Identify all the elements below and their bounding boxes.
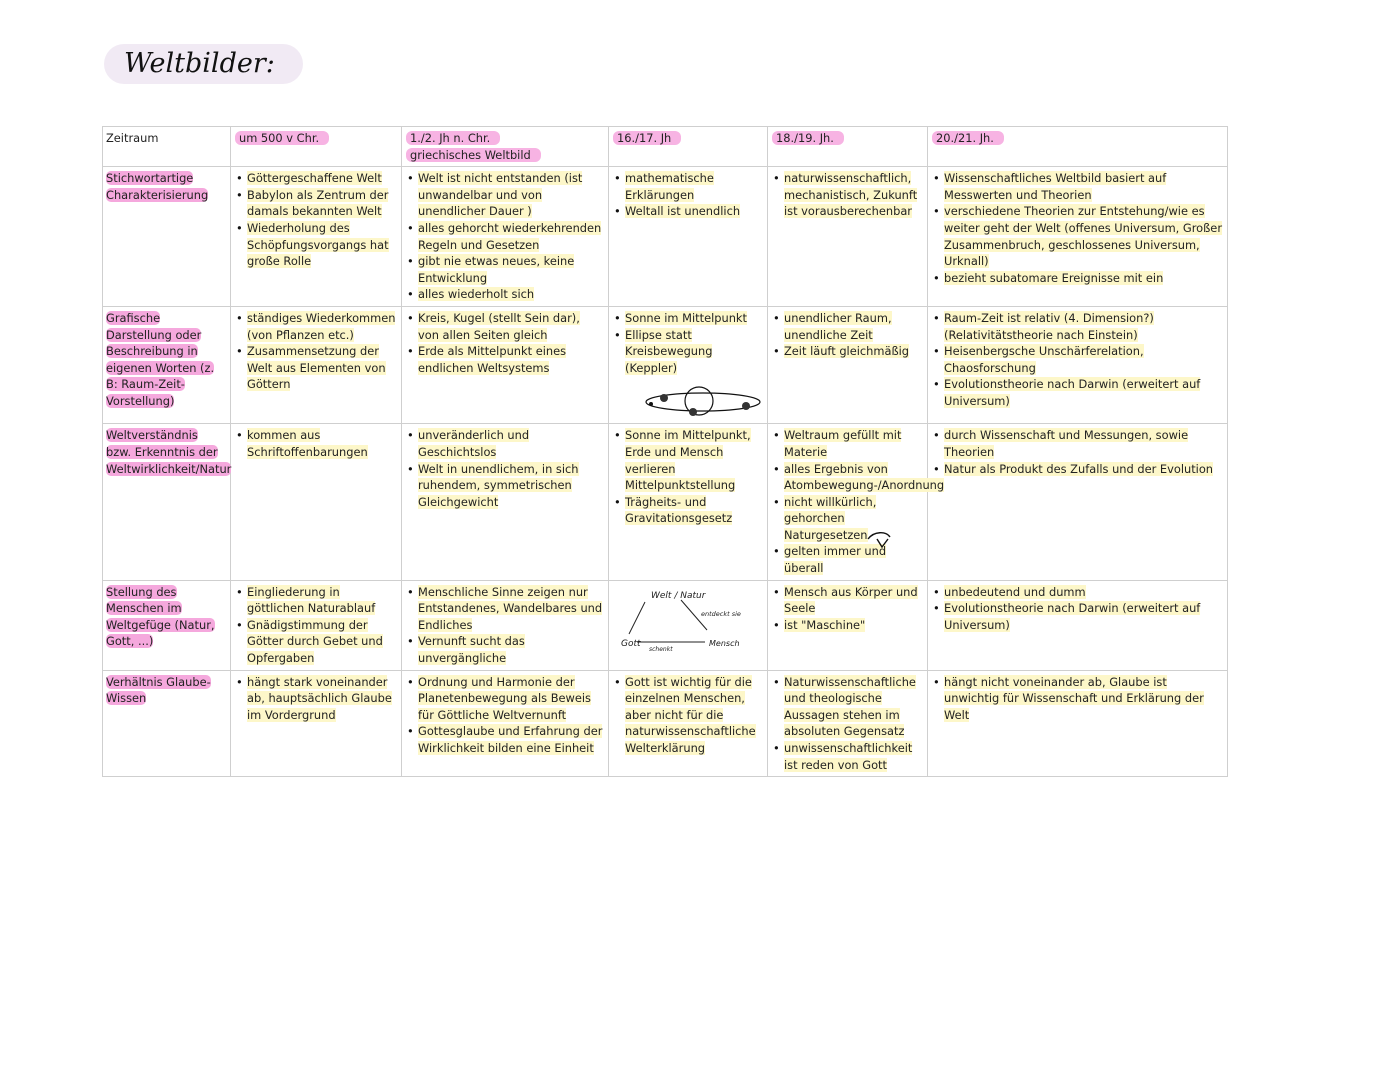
header-label-cell	[103, 127, 231, 167]
table-row	[103, 167, 1228, 307]
sketch-below-label: schenkt	[649, 645, 673, 653]
list-item: • Zusammensetzung der Welt aus Elementen von Göttern	[247, 343, 397, 393]
period-header	[402, 127, 609, 167]
god-world-human-sketch-icon	[615, 586, 765, 652]
list-item: • Gnädigstimmung der Götter durch Gebet und Opfergaben	[247, 617, 397, 667]
table-row	[103, 306, 1228, 423]
list-item: • Trägheits- und Gravitationsgesetz	[625, 494, 763, 527]
page-title: Weltbilder:	[104, 44, 303, 84]
list-item: • Zeit läuft gleichmäßig	[784, 343, 923, 360]
row-label-cell	[103, 424, 231, 580]
list-item: • unbedeutend und dumm	[944, 584, 1223, 601]
row-label-cell	[103, 167, 231, 307]
row-label: Weltverständnis bzw. Erkenntnis der Weltwirklichkeit/Natur	[106, 428, 232, 476]
list-item: • Babylon als Zentrum der damals bekannten Welt	[247, 187, 397, 220]
table-cell	[609, 580, 768, 670]
table-cell	[402, 424, 609, 580]
list-item: • alles Ergebnis von Atombewegung-/Anordnung	[784, 461, 923, 494]
table-cell	[928, 167, 1228, 307]
list-item: • ist "Maschine"	[784, 617, 923, 634]
list-item: • Evolutionstheorie nach Darwin (erweitert auf Universum)	[944, 600, 1223, 633]
list-item: • gelten immer und überall	[784, 543, 923, 576]
period-label: um 500 v Chr.	[235, 131, 329, 145]
table-cell	[231, 670, 402, 777]
table-cell	[768, 670, 928, 777]
list-item: • Ellipse statt Kreisbewegung (Keppler)	[625, 327, 763, 377]
row-label-cell	[103, 580, 231, 670]
table-row	[103, 424, 1228, 580]
list-item: • unendlicher Raum, unendliche Zeit	[784, 310, 923, 343]
list-item: • alles wiederholt sich	[418, 286, 604, 303]
row-label-cell	[103, 670, 231, 777]
table-row	[103, 670, 1228, 777]
period-header	[768, 127, 928, 167]
list-item: • naturwissenschaftlich, mechanistisch, Zukunft ist vorausberechenbar	[784, 170, 923, 220]
list-item: • Gottesglaube und Erfahrung der Wirklichkeit bilden eine Einheit	[418, 723, 604, 756]
period-header	[609, 127, 768, 167]
sketch-left-label: Gott	[621, 638, 641, 649]
list-item: • kommen aus Schriftoffenbarungen	[247, 427, 397, 460]
list-item: • Erde als Mittelpunkt eines endlichen Weltsystems	[418, 343, 604, 376]
row-label-cell	[103, 306, 231, 423]
list-item: • alles gehorcht wiederkehrenden Regeln und Gesetzen	[418, 220, 604, 253]
period-label: 20./21. Jh.	[932, 131, 1004, 145]
list-item: • Welt ist nicht entstanden (ist unwandelbar und von unendlicher Dauer )	[418, 170, 604, 220]
list-item: • Wiederholung des Schöpfungsvorgangs hat große Rolle	[247, 220, 397, 270]
table-cell	[402, 580, 609, 670]
period-header	[928, 127, 1228, 167]
solar-system-sketch-icon	[643, 384, 763, 420]
table-cell	[768, 167, 928, 307]
list-item: • verschiedene Theorien zur Entstehung/wie es weiter geht der Welt (offenes Universum, Großer Zusammenbruch, geschlossenes Universum, Urknall)	[944, 203, 1223, 269]
list-item: • Eingliederung in göttlichen Naturablauf	[247, 584, 397, 617]
period-header	[231, 127, 402, 167]
list-item: • Welt in unendlichem, in sich ruhendem, symmetrischen Gleichgewicht	[418, 461, 604, 511]
period-label: 16./17. Jh	[613, 131, 681, 145]
table-cell	[928, 670, 1228, 777]
table-cell	[402, 167, 609, 307]
header-row	[103, 127, 1228, 167]
list-item: • mathematische Erklärungen	[625, 170, 763, 203]
list-item: • Sonne im Mittelpunkt	[625, 310, 763, 327]
table-cell	[402, 670, 609, 777]
table-cell	[768, 306, 928, 423]
list-item: • nicht willkürlich, gehorchen Naturgesetzen	[784, 494, 923, 544]
list-item: • Heisenbergsche Unschärferelation, Chaosforschung	[944, 343, 1223, 376]
list-item: • Raum-Zeit ist relativ (4. Dimension?) (Relativitätstheorie nach Einstein)	[944, 310, 1223, 343]
list-item: • ständiges Wiederkommen (von Pflanzen etc.)	[247, 310, 397, 343]
list-item: • Evolutionstheorie nach Darwin (erweitert auf Universum)	[944, 376, 1223, 409]
table-cell	[928, 306, 1228, 423]
list-item: • Kreis, Kugel (stellt Sein dar), von allen Seiten gleich	[418, 310, 604, 343]
weltbilder-table	[102, 126, 1228, 777]
table-cell	[609, 424, 768, 580]
list-item: • hängt nicht voneinander ab, Glaube ist unwichtig für Wissenschaft und Erklärung der Welt	[944, 674, 1223, 724]
list-item: • Gott ist wichtig für die einzelnen Menschen, aber nicht für die naturwissenschaftliche Welterklärung	[625, 674, 763, 757]
list-item: • Naturwissenschaftliche und theologische Aussagen stehen im absoluten Gegensatz	[784, 674, 923, 740]
list-item: • Weltall ist unendlich	[625, 203, 763, 220]
table-cell	[402, 306, 609, 423]
list-item: • Weltraum gefüllt mit Materie	[784, 427, 923, 460]
table-cell	[768, 424, 945, 580]
sketch-top-label: Welt / Natur	[651, 590, 706, 601]
list-item: • bezieht subatomare Ereignisse mit ein	[944, 270, 1223, 287]
period-label: 1./2. Jh n. Chr.	[406, 131, 500, 145]
table-cell	[231, 306, 402, 423]
list-item: • gibt nie etwas neues, keine Entwicklung	[418, 253, 604, 286]
table-row	[103, 580, 1228, 670]
list-item: • hängt stark voneinander ab, hauptsächlich Glaube im Vordergrund	[247, 674, 397, 724]
row-label: Grafische Darstellung oder Beschreibung in eigenen Worten (z. B: Raum-Zeit-Vorstellung)	[106, 310, 215, 408]
list-item: • Ordnung und Harmonie der Planetenbewegung als Beweis für Göttliche Weltvernunft	[418, 674, 604, 724]
header-label: Zeitraum	[106, 131, 159, 145]
list-item: • unwissenschaftlichkeit ist reden von Gott	[784, 740, 923, 773]
list-item: • Göttergeschaffene Welt	[247, 170, 397, 187]
list-item: • Vernunft sucht das unvergängliche	[418, 633, 604, 666]
table-cell	[609, 167, 768, 307]
period-label: 18./19. Jh.	[772, 131, 844, 145]
row-label: Verhältnis Glaube-Wissen	[106, 674, 211, 706]
row-label: Stichwortartige Charakterisierung	[106, 171, 209, 202]
list-item: • Sonne im Mittelpunkt, Erde und Mensch verlieren Mittelpunktstellung	[625, 427, 763, 493]
curved-arrow-icon	[866, 529, 894, 551]
table-cell	[231, 424, 402, 580]
list-item: • unveränderlich und Geschichtslos	[418, 427, 604, 460]
list-item: • durch Wissenschaft und Messungen, sowie Theorien	[944, 427, 1223, 460]
row-label: Stellung des Menschen im Weltgefüge (Natur, Gott, ...)	[106, 584, 215, 649]
table-cell	[928, 424, 1228, 580]
table-cell	[609, 306, 768, 423]
table-cell	[231, 167, 402, 307]
list-item: • Wissenschaftliches Weltbild basiert auf Messwerten und Theorien	[944, 170, 1223, 203]
table-cell	[609, 670, 768, 777]
period-sublabel: griechisches Weltbild	[406, 148, 541, 162]
list-item: • Menschliche Sinne zeigen nur Entstandenes, Wandelbares und Endliches	[418, 584, 604, 634]
sketch-note-label: entdeckt sie	[701, 609, 741, 618]
sketch-right-label: Mensch	[709, 638, 740, 648]
list-item: • Natur als Produkt des Zufalls und der Evolution	[944, 461, 1223, 478]
table-cell	[231, 580, 402, 670]
list-item: • Mensch aus Körper und Seele	[784, 584, 923, 617]
table-cell	[768, 580, 928, 670]
table-cell	[928, 580, 1228, 670]
